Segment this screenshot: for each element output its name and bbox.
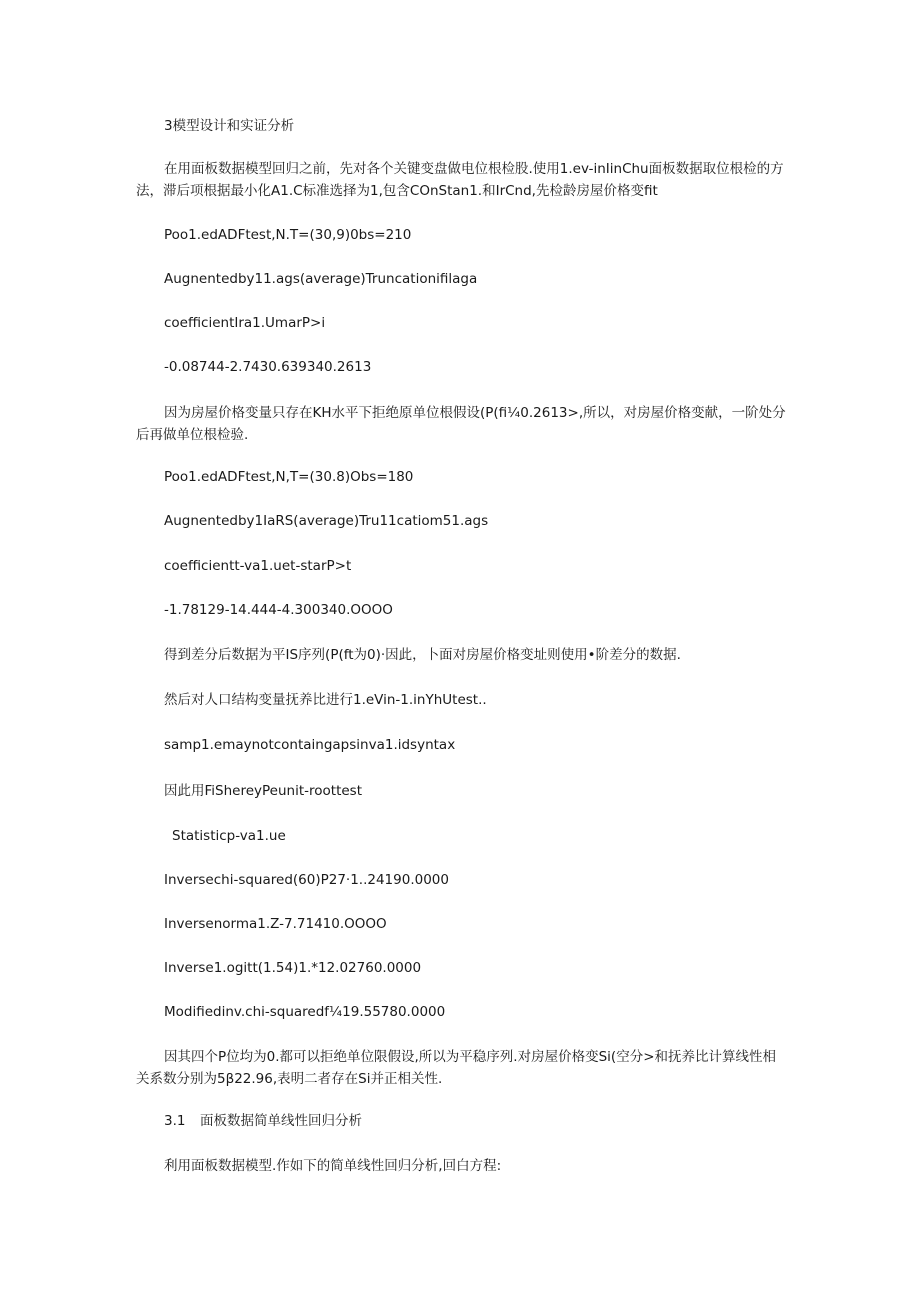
test1-header-line: coefficientIra1.UmarP>i <box>164 315 326 331</box>
sample-line: samp1.emaynotcontaingapsinva1.idsyntax <box>164 737 456 753</box>
test1-augmented-line: Augnentedby11.ags(average)Truncationifilaga <box>164 271 478 287</box>
test1-title: Poo1.edADFtest,N.T=(30,9)0bs=210 <box>164 227 412 243</box>
population-line: 然后对人口结构变量抚养比进行1.eVin-1.inYhUtest.. <box>164 692 487 708</box>
fisher-row-4: Modifiedinv.chi-squaredf¼19.55780.0000 <box>164 1004 446 1020</box>
fisher-row-3: Inverse1.ogitt(1.54)1.*12.02760.0000 <box>164 960 422 976</box>
test2-header-line: coefficientt-va1.uet-starP>t <box>164 558 352 574</box>
intro-paragraph: 在用面板数据模型回归之前，先对各个关键变盘做电位根检股.使用1.ev-inIinChu面板数据取位根检的方法，滞后项根据最小化A1.C标准选择为1,包含COnStan1.和IrCnd,先检龄房屋价格变fit <box>136 161 784 199</box>
test2-values-line: -1.78129-14.444-4.300340.OOOO <box>164 602 393 618</box>
subsection-number: 3.1 <box>164 1113 186 1129</box>
fisher-line: 因此用FiShereyPeunit-roottest <box>164 783 362 799</box>
regression-line: 利用面板数据模型.作如下的简单线性回归分析,回白方程: <box>164 1158 502 1174</box>
stationary-line: 得到差分后数据为平IS序列(P(ft为0)·因此，卜面对房屋价格变址则使用•阶差分的数据. <box>164 647 681 663</box>
fisher-row-1: Inversechi-squared(60)P27·1..24190.0000 <box>164 872 449 888</box>
test1-values-line: -0.08744-2.7430.639340.2613 <box>164 359 372 375</box>
conclusion-paragraph: 因其四个P位均为0.都可以拒绝单位限假设,所以为平稳序列.对房屋价格变Si(空分>和抚养比计算线性相关系数分别为5β22.96,表明二者存在Si并正相关性. <box>136 1049 777 1087</box>
test2-augmented-line: Augnentedby1IaRS(average)Tru11catiom51.ags <box>164 513 489 529</box>
subsection-title: 面板数据简单线性回归分析 <box>200 1113 362 1129</box>
section-heading: 3模型设计和实证分析 <box>164 118 295 134</box>
result1-paragraph: 因为房屋价格变量只存在KH水平下拒绝原单位根假设(P(fi¼0.2613>,所以，对房屋价格变献，一阶处分后再做单位根检验. <box>136 405 786 443</box>
fisher-row-2: Inversenorma1.Z-7.71410.OOOO <box>164 916 387 932</box>
fisher-header-line: Statisticp-va1.ue <box>172 828 286 844</box>
test2-title: Poo1.edADFtest,N,T=(30.8)Obs=180 <box>164 469 414 485</box>
subsection-heading <box>164 1111 362 1131</box>
